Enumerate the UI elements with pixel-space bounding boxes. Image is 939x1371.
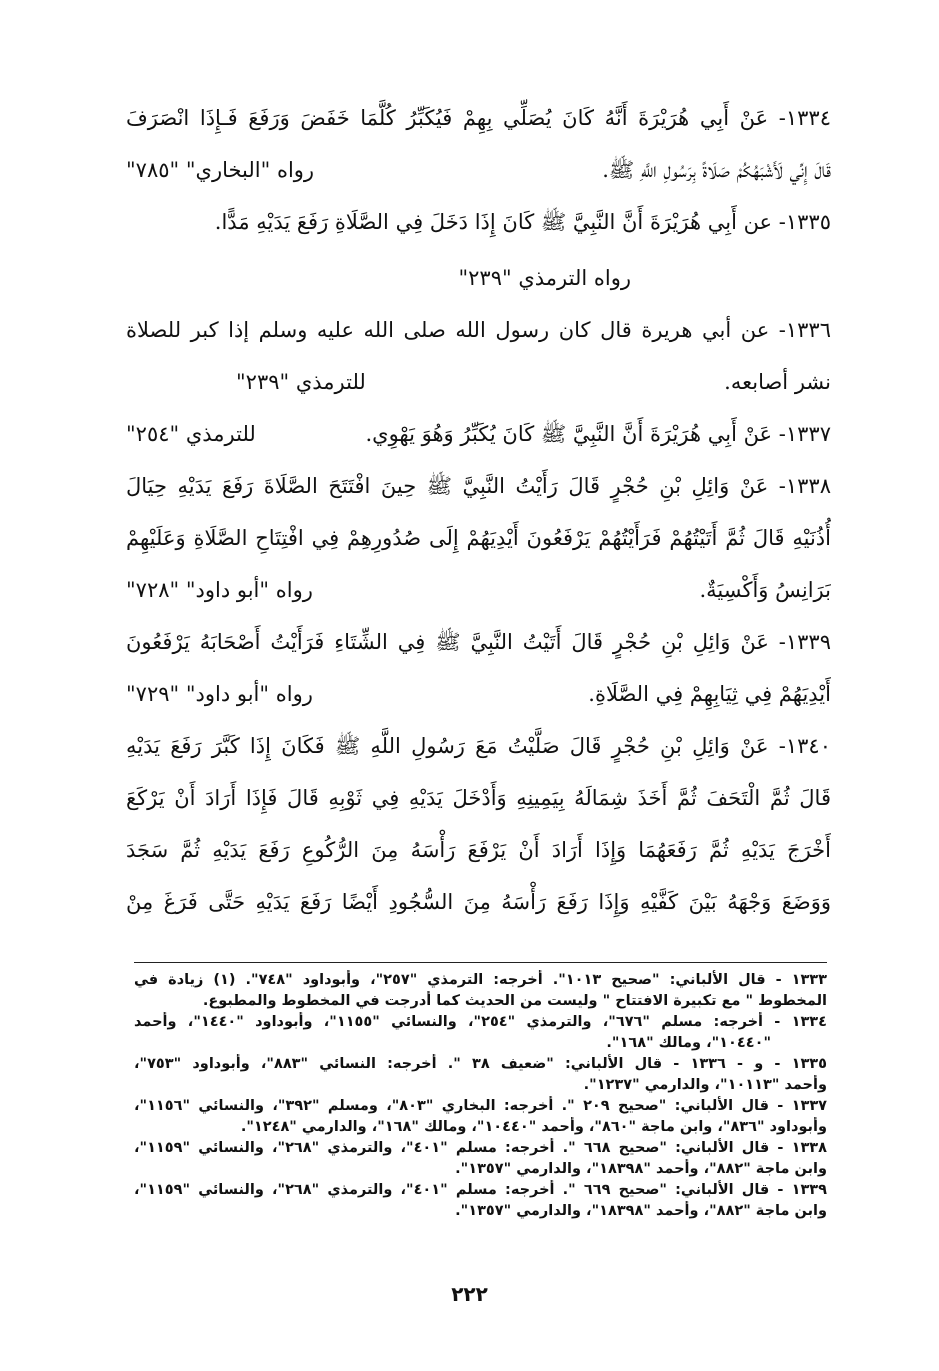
footnote-line: ١٣٣٩ - قال الألباني: "صحيح ٦٦٩ ". أخرجه: مسلم "٤٠١"، والترمذي "٢٦٨"، والنسائي "١١٥٩"، <box>134 1182 827 1198</box>
footnote-divider <box>134 962 827 963</box>
footnote-line: ١٣٣٤ - أخرجه: مسلم "٦٧٦"، والترمذي "٢٥٤"، والنسائي "١١٥٥"، وأبوداود "١٤٤٠"، وأحمد <box>134 1014 827 1030</box>
hadith-1338-reference: رواه "أبو داود" "٧٢٨" <box>126 578 313 602</box>
footnote-line: وابن ماجة "٨٨٢"، وأحمد "١٨٣٩٨"، والدارمي "١٣٥٧". <box>455 1203 827 1219</box>
hadith-1337-reference: للترمذي "٢٥٤" <box>126 422 256 446</box>
footnotes <box>134 970 827 1222</box>
footnote-line: ١٣٣٥ - و - ١٣٣٦ - قال الألباني: "ضعيف ٣٨ ". أخرجه: النسائي "٨٨٣"، وأبوداود "٧٥٣"، <box>134 1056 827 1072</box>
main-text <box>126 92 831 928</box>
hadith-1335-line-1: ١٣٣٥- عن أَبِي هُرَيْرَةَ أَنَّ النَّبِيَّ ﷺ كَانَ إِذَا دَخَلَ فِي الصَّلَاةِ رَفَعَ يَدَيْهِ مَدًّا. <box>214 210 831 234</box>
hadith-1336-text-end: نشر أصابعه. <box>724 370 831 394</box>
hadith-1340-line-2: قَالَ ثُمَّ الْتَحَفَ ثُمَّ أَخَذَ شِمَالَهُ بِيَمِينِهِ وَأَدْخَلَ يَدَيْهِ فِي ثَوْبِهِ قَالَ فَإِذَا أَرَادَ أَنْ يَرْكَعَ <box>126 786 831 810</box>
footnote-1335-1336 <box>134 1054 827 1096</box>
footnote-line: وابن ماجة "٨٨٢"، وأحمد "١٨٣٩٨"، والدارمي "١٣٥٧". <box>455 1161 827 1177</box>
footnote-1334 <box>134 1012 827 1054</box>
footnote-line: ١٣٣٣ - قال الألباني: "صحيح ١٠١٣". أخرجه: الترمذي "٢٥٧"، وأبوداود "٧٤٨". (١) زيادة في <box>134 972 827 988</box>
footnote-line: وأحمد "١٠١١٣"، والدارمي "١٢٣٧". <box>583 1077 827 1093</box>
hadith-1337-text: ١٣٣٧- عَنْ أَبِي هُرَيْرَةَ أَنَّ النَّبِيَّ ﷺ كَانَ يُكَبِّرُ وَهُوَ يَهْوِي. <box>365 422 831 446</box>
footnote-line: ١٣٣٧ - قال الألباني: "صحيح ٢٠٩ ". أخرجه: البخاري "٨٠٣"، ومسلم "٣٩٢"، والنسائي "١١٥٦"، <box>134 1098 827 1114</box>
hadith-1336-line-1: ١٣٣٦- عن أبي هريرة قال كان رسول الله صلى الله عليه وسلم إذا كبر للصلاة <box>126 318 831 342</box>
footnote-line: وأبوداود "٨٣٦"، وابن ماجة "٨٦٠"، وأحمد "١٠٤٤٠"، ومالك "١٦٨"، والدارمي "١٢٤٨". <box>240 1119 827 1135</box>
hadith-1334-line-1: ١٣٣٤- عَنْ أَبِي هُرَيْرَةَ أَنَّهُ كَانَ يُصَلِّي بِهِمْ فَيُكَبِّرُ كُلَّمَا خَفَضَ وَرَفَعَ فَـإِذَا انْصَرَفَ <box>126 106 831 130</box>
footnote-line: ١٣٣٨ - قال الألباني: "صحيح ٦٦٨ ". أخرجه: مسلم "٤٠١"، والترمذي "٢٦٨"، والنسائي "١١٥٩"، <box>134 1140 827 1156</box>
footnote-1339 <box>134 1180 827 1222</box>
footnote-line: المخطوط " مع تكبيرة الافتتاح " وليست من الحديث كما أدرجت في المخطوط والمطبوع. <box>202 993 827 1009</box>
hadith-1338-line-2: أُذُنَيْهِ قَالَ ثُمَّ أَتَيْتُهُمْ فَرَأَيْتُهُمْ يَرْفَعُونَ أَيْدِيَهُمْ إِلَى صُدُورِهِمْ فِي افْتِتَاحِ الصَّلَاةِ وَعَلَيْهِمْ <box>126 526 831 550</box>
hadith-1335-reference: رواه الترمذي "٢٣٩" <box>458 266 631 290</box>
hadith-1336-reference: للترمذي "٢٣٩" <box>236 370 366 394</box>
hadith-1338-line-1: ١٣٣٨- عَنْ وَائِلِ بْنِ حُجْرٍ قَالَ رَأَيْتُ النَّبِيَّ ﷺ حِينَ افْتَتَحَ الصَّلَاةَ رَفَعَ يَدَيْهِ حِيَالَ <box>126 474 831 498</box>
hadith-1334-reference: رواه "البخاري" "٧٨٥" <box>126 158 315 182</box>
hadith-1339-line-2 <box>126 668 831 720</box>
hadith-1334-line-2 <box>126 144 831 196</box>
hadith-1337-line-1 <box>126 408 831 460</box>
hadith-1334-text-end: قَالَ إِنِّي لَأَشْبَهُكُمْ صَلَاةً بِرَسُولِ اللَّهِ ﷺ. <box>602 158 831 182</box>
hadith-1340-line-3: أَخْرَجَ يَدَيْهِ ثُمَّ رَفَعَهُمَا وَإِذَا أَرَادَ أَنْ يَرْفَعَ رَأْسَهُ مِنَ الرُّكُوعِ رَفَعَ يَدَيْهِ ثُمَّ سَجَدَ <box>126 838 831 862</box>
footnote-1337 <box>134 1096 827 1138</box>
hadith-1340-line-4: وَوَضَعَ وَجْهَهُ بَيْنَ كَفَّيْهِ وَإِذَا رَفَعَ رَأْسَهُ مِنَ السُّجُودِ أَيْضًا رَفَعَ يَدَيْهِ حَتَّى فَرَغَ مِنْ <box>126 890 831 914</box>
page-number: ٢٢٢ <box>451 1282 488 1306</box>
hadith-1338-line-3 <box>126 564 831 616</box>
footnote-1333 <box>134 970 827 1012</box>
hadith-1340-line-1: ١٣٤٠- عَنْ وَائِلِ بْنِ حُجْرٍ قَالَ صَلَّيْتُ مَعَ رَسُولِ اللَّهِ ﷺ فَكَانَ إِذَا كَبَّرَ رَفَعَ يَدَيْهِ <box>126 734 831 758</box>
hadith-1336-line-2 <box>126 356 831 408</box>
hadith-1339-line-1: ١٣٣٩- عَنْ وَائِلِ بْنِ حُجْرٍ قَالَ أَتَيْتُ النَّبِيَّ ﷺ فِي الشِّتَاءِ فَرَأَيْتُ أَصْحَابَهُ يَرْفَعُونَ <box>126 630 831 654</box>
footnote-line: "١٠٤٤٠"، ومالك "١٦٨". <box>606 1035 771 1051</box>
hadith-1339-text-end: أَيْدِيَهُمْ فِي ثِيَابِهِمْ فِي الصَّلَاةِ. <box>588 682 831 706</box>
hadith-1339-reference: رواه "أبو داود" "٧٢٩" <box>126 682 313 706</box>
hadith-1338-text-end: بَرَانِسُ وَأَكْسِيَةٌ. <box>699 578 831 602</box>
footnote-1338 <box>134 1138 827 1180</box>
